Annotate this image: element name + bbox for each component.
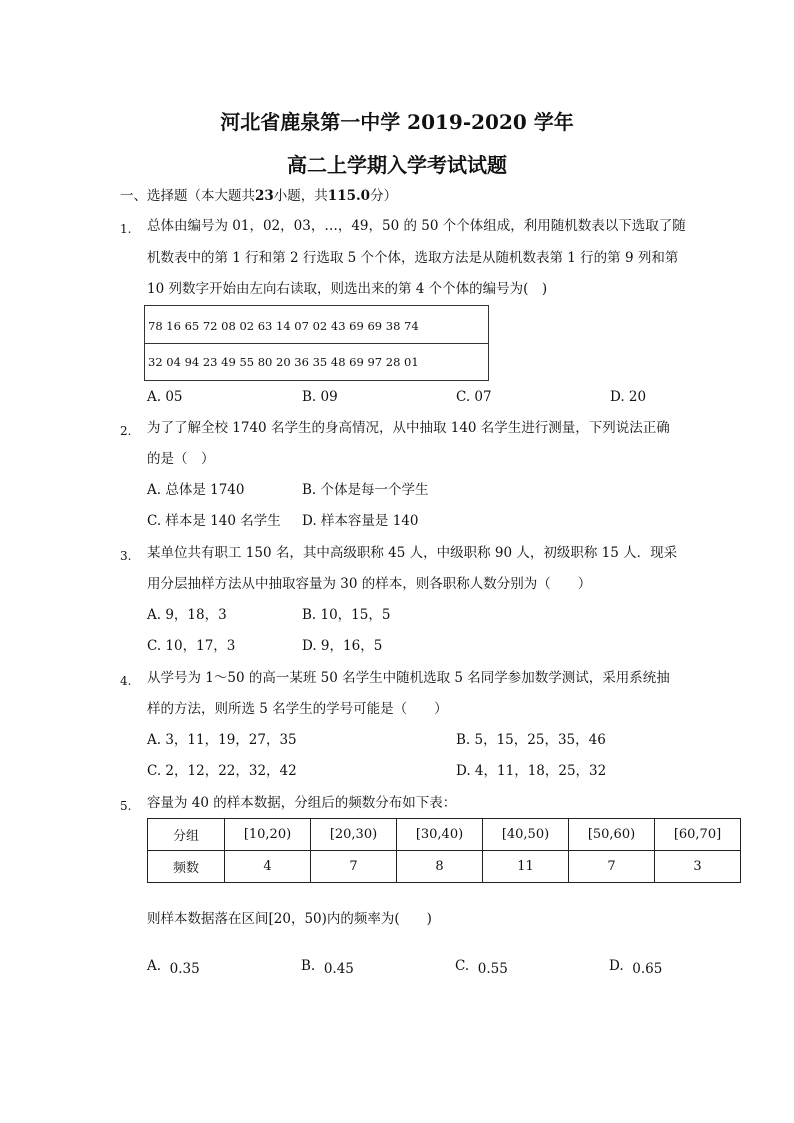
option-a: A. 0.35 bbox=[147, 958, 200, 977]
table-cell: 3 bbox=[655, 851, 741, 883]
section-heading: 一、选择题（本大题共23小题，共115.0分） bbox=[120, 188, 398, 204]
table-cell: 7 bbox=[311, 851, 397, 883]
question-number: 2. bbox=[120, 424, 132, 438]
table-cell: 4 bbox=[225, 851, 311, 883]
table-cell: [50,60) bbox=[569, 819, 655, 851]
option-c: C. 2，12，22，32，42 bbox=[147, 763, 297, 779]
table-row bbox=[148, 851, 741, 883]
option-c: C. 07 bbox=[456, 389, 492, 405]
table-cell: [40,50) bbox=[483, 819, 569, 851]
question-number: 4. bbox=[120, 674, 132, 688]
exam-title-line1: 河北省鹿泉第一中学 2019-2020 学年 bbox=[220, 110, 574, 134]
option-a: A. 05 bbox=[147, 389, 183, 405]
question-text-line: 用分层抽样方法从中抽取容量为 30 的样本，则各职称人数分别为（ ） bbox=[147, 576, 592, 592]
option-b: B. 5，15，25，35，46 bbox=[456, 732, 606, 748]
option-b: B. 0.45 bbox=[301, 958, 354, 977]
question-text-line: 总体由编号为 01，02，03，…，49，50 的 50 个个体组成，利用随机数表以下选取了随 bbox=[147, 218, 686, 234]
option-c: C. 0.55 bbox=[455, 958, 508, 977]
option-a: A. 9，18，3 bbox=[147, 607, 227, 623]
question-text-line: 则样本数据落在区间[20，50)内的频率为( ) bbox=[147, 911, 432, 927]
table-cell: 7 bbox=[569, 851, 655, 883]
question-text-line: 样的方法，则所选 5 名学生的学号可能是（ ） bbox=[147, 701, 448, 717]
question-text-line: 容量为 40 的样本数据，分组后的频数分布如下表： bbox=[147, 795, 457, 811]
table-cell: [60,70] bbox=[655, 819, 741, 851]
question-number: 1. bbox=[120, 222, 132, 236]
exam-title-line2: 高二上学期入学考试试题 bbox=[287, 153, 507, 177]
option-b: B. 10，15，5 bbox=[302, 607, 391, 623]
table-header-cell: 分组 bbox=[148, 819, 225, 851]
table-cell: 8 bbox=[397, 851, 483, 883]
option-d: D. 0.65 bbox=[609, 958, 663, 977]
option-a: A. 总体是 1740 bbox=[147, 482, 245, 498]
question-text-line: 为了了解全校 1740 名学生的身高情况，从中抽取 140 名学生进行测量，下列说法正确 bbox=[147, 420, 670, 436]
option-c: C. 样本是 140 名学生 bbox=[147, 513, 281, 529]
option-b: B. 09 bbox=[302, 389, 338, 405]
question-text-line: 从学号为 1～50 的高一某班 50 名学生中随机选取 5 名同学参加数学测试，采用系统抽 bbox=[147, 670, 670, 686]
random-number-table bbox=[144, 305, 489, 381]
question-number: 5. bbox=[120, 799, 132, 813]
table-row bbox=[148, 819, 741, 851]
question-text-line: 的是（ ） bbox=[147, 451, 215, 467]
table-cell: 11 bbox=[483, 851, 569, 883]
option-d: D. 9，16，5 bbox=[302, 638, 383, 654]
question-text-line: 机数表中的第 1 行和第 2 行选取 5 个个体，选取方法是从随机数表第 1 行的第 9 列和第 bbox=[147, 250, 679, 266]
table-divider bbox=[145, 343, 488, 344]
question-number: 3. bbox=[120, 549, 132, 563]
table-cell: [10,20) bbox=[225, 819, 311, 851]
question-text-line: 某单位共有职工 150 名，其中高级职称 45 人，中级职称 90 人，初级职称 15 人．现采 bbox=[147, 545, 678, 561]
table-cell: [20,30) bbox=[311, 819, 397, 851]
frequency-table bbox=[147, 818, 741, 883]
question-text-line: 10 列数字开始由左向右读取，则选出来的第 4 个个体的编号为( ) bbox=[147, 281, 548, 297]
option-a: A. 3，11，19，27，35 bbox=[147, 732, 297, 748]
random-table-row: 78 16 65 72 08 02 63 14 07 02 43 69 69 38 74 bbox=[148, 319, 419, 333]
table-header-cell: 频数 bbox=[148, 851, 225, 883]
table-cell: [30,40) bbox=[397, 819, 483, 851]
option-d: D. 20 bbox=[610, 389, 647, 405]
option-c: C. 10，17，3 bbox=[147, 638, 236, 654]
option-b: B. 个体是每一个学生 bbox=[302, 482, 429, 498]
option-d: D. 样本容量是 140 bbox=[302, 513, 419, 529]
random-table-row: 32 04 94 23 49 55 80 20 36 35 48 69 97 28 01 bbox=[148, 355, 419, 369]
option-d: D. 4，11，18，25，32 bbox=[456, 763, 607, 779]
